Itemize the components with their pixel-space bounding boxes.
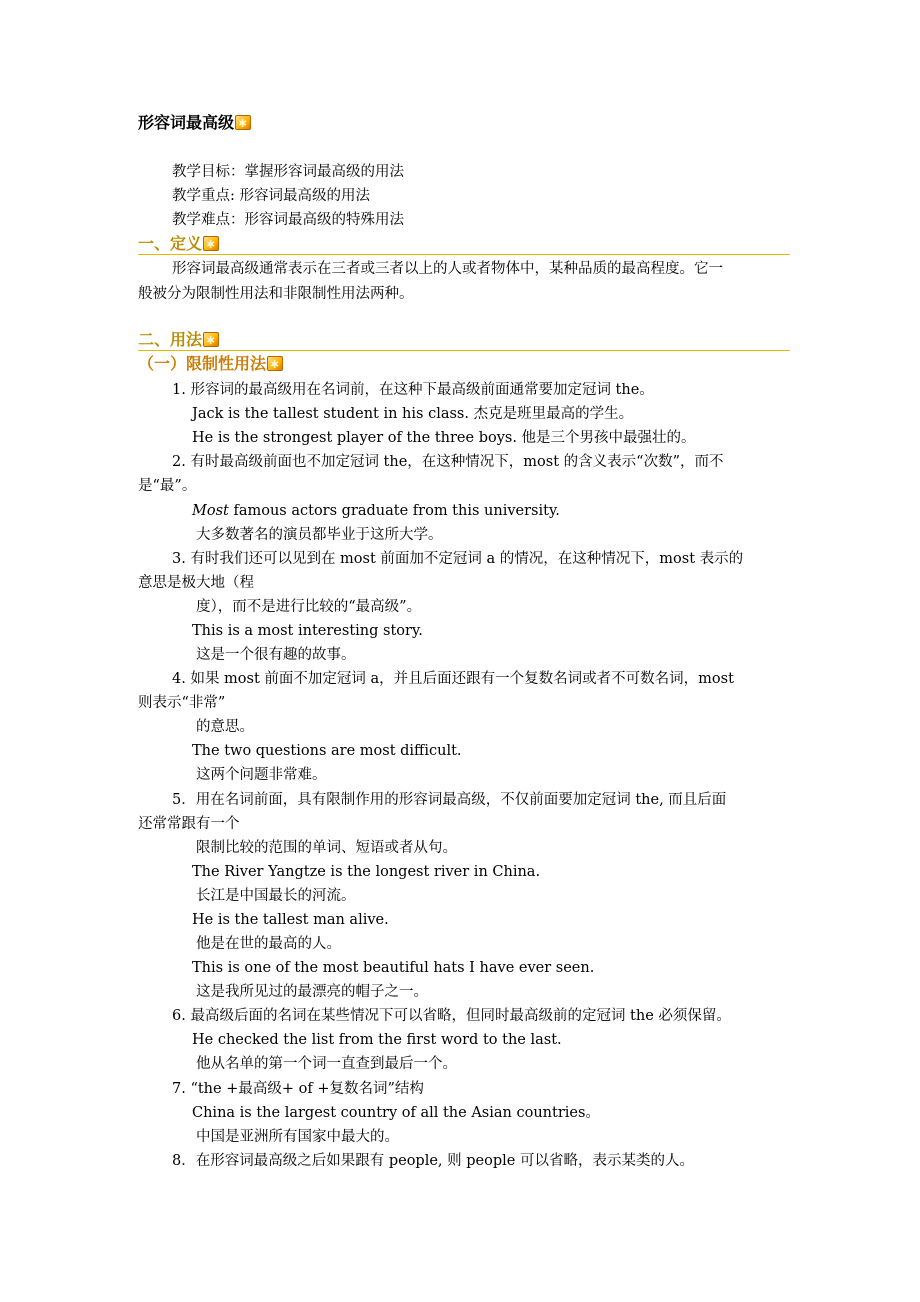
item-5-cont: 还常常跟有一个 — [138, 816, 240, 832]
section-rule — [138, 350, 790, 351]
example-line: He is the strongest player of the three boys. 他是三个男孩中最强壮的。 — [192, 430, 696, 446]
example-line: He is the tallest man alive. — [192, 912, 389, 928]
translation-line: 长江是中国最长的河流。 — [196, 888, 356, 904]
doc-title: 形容词最高级✱ — [138, 113, 251, 133]
item-8: 8．在形容词最高级之后如果跟有 people, 则 people 可以省略，表示某类的人。 — [172, 1153, 694, 1169]
section-heading-usage: 二、用法✱ — [138, 330, 219, 350]
example-line: He checked the list from the first word to the last. — [192, 1032, 562, 1048]
translation-line: 这是我所见过的最漂亮的帽子之一。 — [196, 984, 428, 1000]
section-heading-definition: 一、定义✱ — [138, 234, 219, 254]
goal-line: 教学难点：形容词最高级的特殊用法 — [172, 212, 404, 228]
item-5-cont: 限制比较的范围的单词、短语或者从句。 — [196, 840, 457, 856]
example-line: The River Yangtze is the longest river in China. — [192, 864, 541, 880]
translation-line: 这两个问题非常难。 — [196, 767, 327, 783]
item-1: 1. 形容词的最高级用在名词前，在这种下最高级前面通常要加定冠词 the。 — [172, 382, 654, 398]
paragraph-line: 般被分为限制性用法和非限制性用法两种。 — [138, 286, 414, 302]
item-4-cont: 的意思。 — [196, 719, 254, 735]
item-3: 3. 有时我们还可以见到在 most 前面加不定冠词 a 的情况，在这种情况下，most 表示的 — [172, 551, 744, 567]
item-5: 5．用在名词前面，具有限制作用的形容词最高级，不仅前面要加定冠词 the, 而且后面 — [172, 792, 727, 808]
sparkle-badge-icon — [203, 332, 219, 347]
example-line: The two questions are most difficult. — [192, 743, 462, 759]
example-line: Jack is the tallest student in his class. 杰克是班里最高的学生。 — [192, 406, 634, 422]
sparkle-badge-icon — [203, 236, 219, 251]
item-4: 4. 如果 most 前面不加定冠词 a，并且后面还跟有一个复数名词或者不可数名词，most — [172, 671, 734, 687]
example-line: Most famous actors graduate from this university. — [192, 503, 560, 519]
example-line: This is a most interesting story. — [192, 623, 423, 639]
sparkle-badge-icon — [267, 356, 283, 371]
paragraph-line: 形容词最高级通常表示在三者或三者以上的人或者物体中，某种品质的最高程度。它一 — [172, 261, 723, 277]
item-2: 2. 有时最高级前面也不加定冠词 the，在这种情况下，most 的含义表示“次数”，而不 — [172, 454, 724, 470]
item-7: 7. “the +最高级+ of +复数名词”结构 — [172, 1081, 424, 1097]
sparkle-badge-icon — [235, 115, 251, 130]
goal-line: 教学重点: 形容词最高级的用法 — [172, 188, 370, 204]
item-2-cont: 是“最”。 — [138, 478, 197, 494]
item-6: 6. 最高级后面的名词在某些情况下可以省略，但同时最高级前的定冠词 the 必须保留。 — [172, 1008, 731, 1024]
translation-line: 大多数著名的演员都毕业于这所大学。 — [196, 527, 443, 543]
item-3-cont: 度），而不是进行比较的“最高级”。 — [196, 599, 422, 615]
item-3-cont: 意思是极大地（程 — [138, 575, 254, 591]
example-line: This is one of the most beautiful hats I have ever seen. — [192, 960, 595, 976]
item-4-cont: 则表示“非常” — [138, 695, 226, 711]
translation-line: 他从名单的第一个词一直查到最后一个。 — [196, 1056, 457, 1072]
translation-line: 他是在世的最高的人。 — [196, 936, 341, 952]
sub-heading-restrictive: （一）限制性用法✱ — [138, 354, 283, 374]
translation-line: 中国是亚洲所有国家中最大的。 — [196, 1129, 399, 1145]
goal-line: 教学目标：掌握形容词最高级的用法 — [172, 164, 404, 180]
section-rule — [138, 254, 790, 255]
example-line: China is the largest country of all the Asian countries。 — [192, 1105, 600, 1121]
translation-line: 这是一个很有趣的故事。 — [196, 647, 356, 663]
